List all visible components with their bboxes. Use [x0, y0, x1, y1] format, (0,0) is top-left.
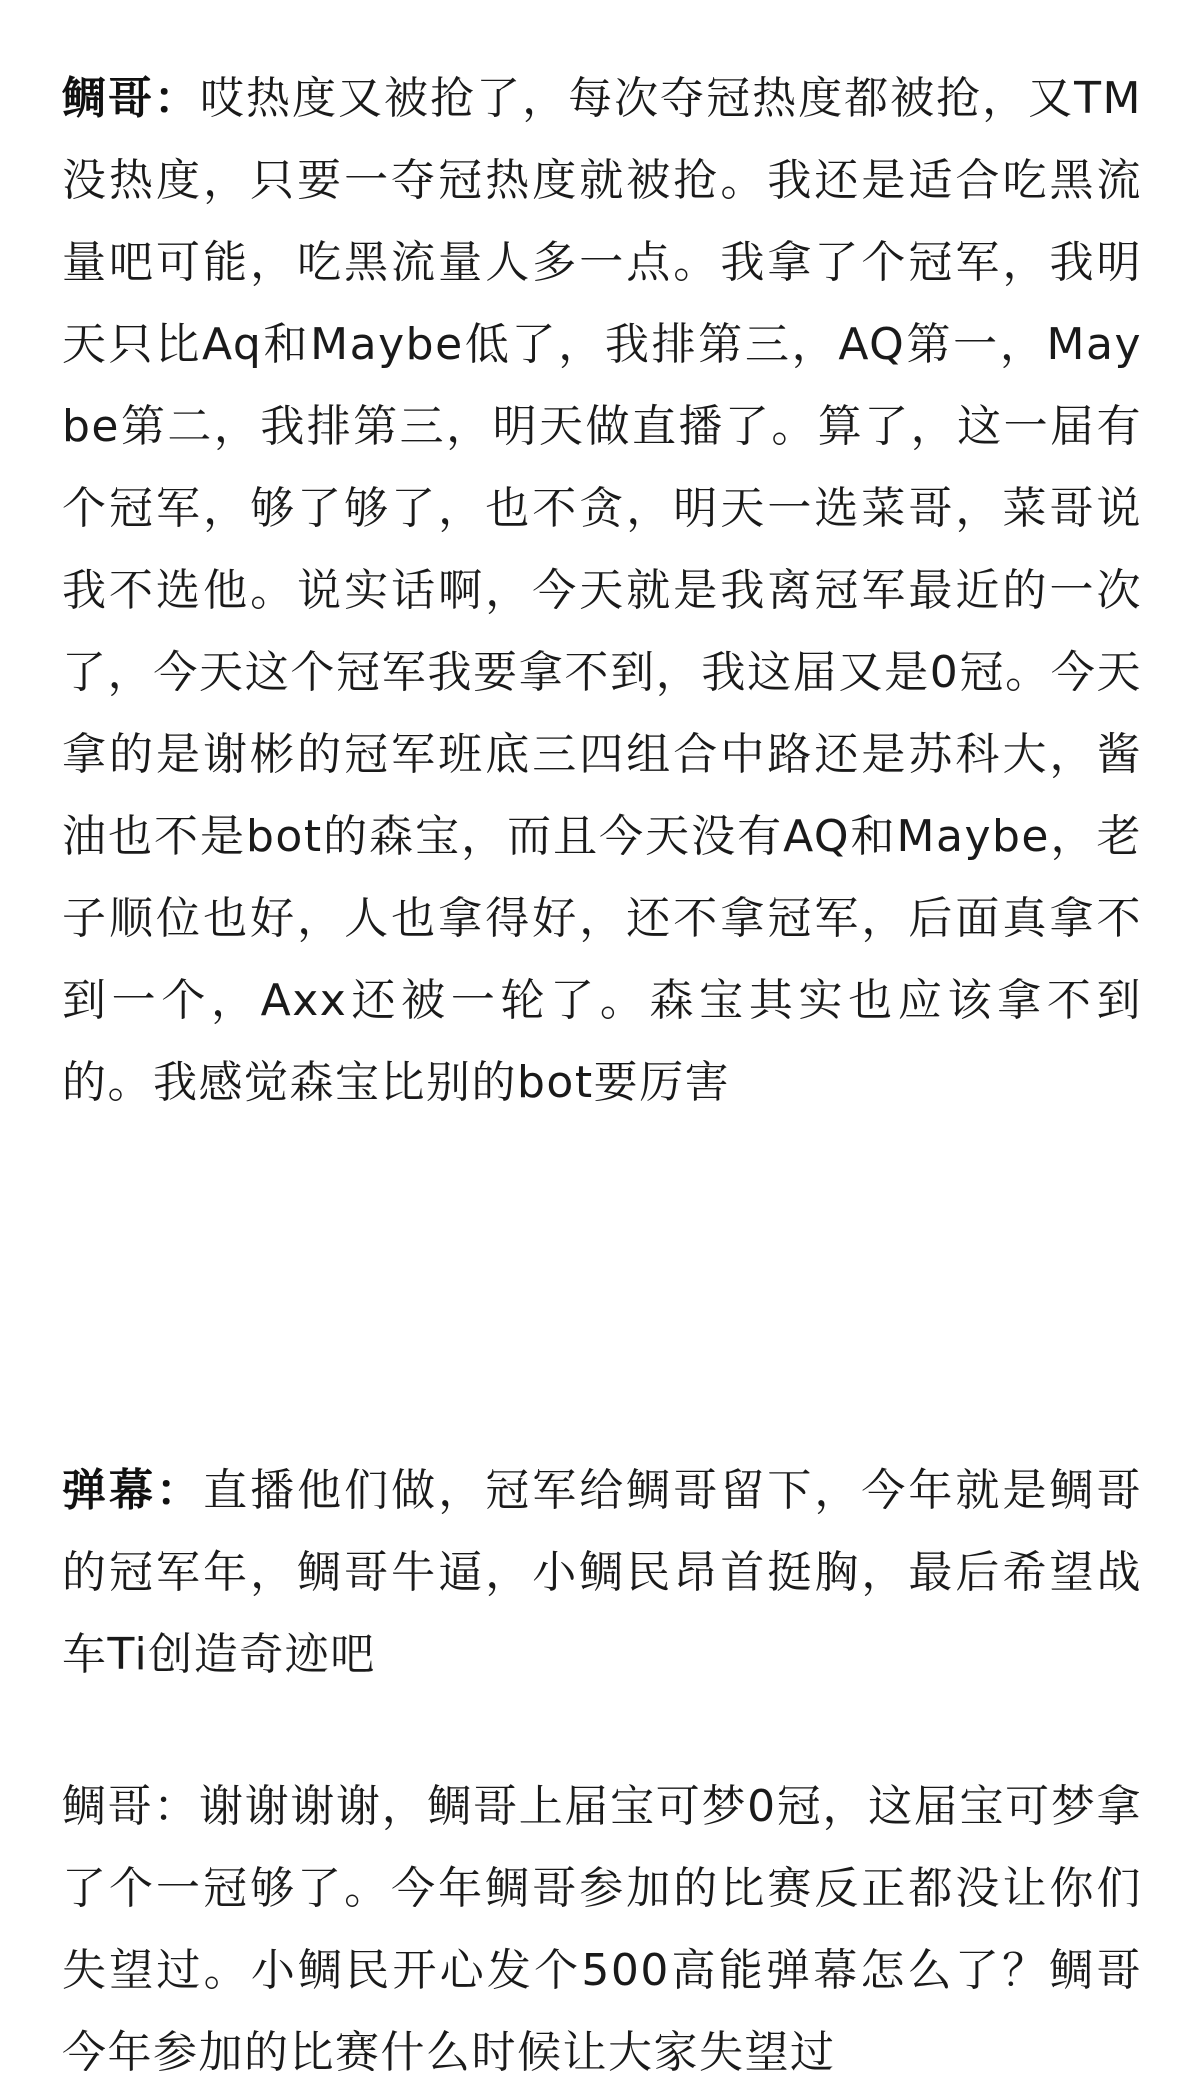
- paragraph-text: 谢谢谢谢，鲷哥上届宝可梦0冠，这届宝可梦拿了个一冠够了。今年鲷哥参加的比赛反正都没让你们失望过。小鲷民开心发个500高能弹幕怎么了？鲷哥今年参加的比赛什么时候让大家失望过: [62, 1781, 1143, 2078]
- paragraph-text: 哎热度又被抢了，每次夺冠热度都被抢，又TM没热度，只要一夺冠热度就被抢。我还是适合吃黑流量吧可能，吃黑流量人多一点。我拿了个冠军，我明天只比Aq和Maybe低了，我排第三，AQ第一，Maybe第二，我排第三，明天做直播了。算了，这一届有个冠军，够了够了，也不贪，明天一选菜哥，菜哥说我不选他。说实话啊，今天就是我离冠军最近的一次了，今天这个冠军我要拿不到，我这届又是0冠。今天拿的是谢彬的冠军班底三四组合中路还是苏科大，酱油也不是bot的森宝，而且今天没有AQ和Maybe，老子顺位也好，人也拿得好，还不拿冠军，后面真拿不到一个，Axx还被一轮了。森宝其实也应该拿不到的。我感觉森宝比别的bot要厉害: [62, 73, 1143, 1108]
- speaker-label: 鲷哥：: [62, 1781, 200, 1832]
- transcript-paragraph: [62, 1450, 1142, 1696]
- speaker-label: 鲷哥：: [62, 73, 201, 124]
- transcript-paragraph: [62, 58, 1142, 1124]
- transcript-paragraph: [62, 1766, 1142, 2093]
- paragraph-text: 直播他们做，冠军给鲷哥留下，今年就是鲷哥的冠军年，鲷哥牛逼，小鲷民昂首挺胸，最后希望战车Ti创造奇迹吧: [62, 1465, 1143, 1680]
- speaker-label: 弹幕：: [62, 1465, 204, 1516]
